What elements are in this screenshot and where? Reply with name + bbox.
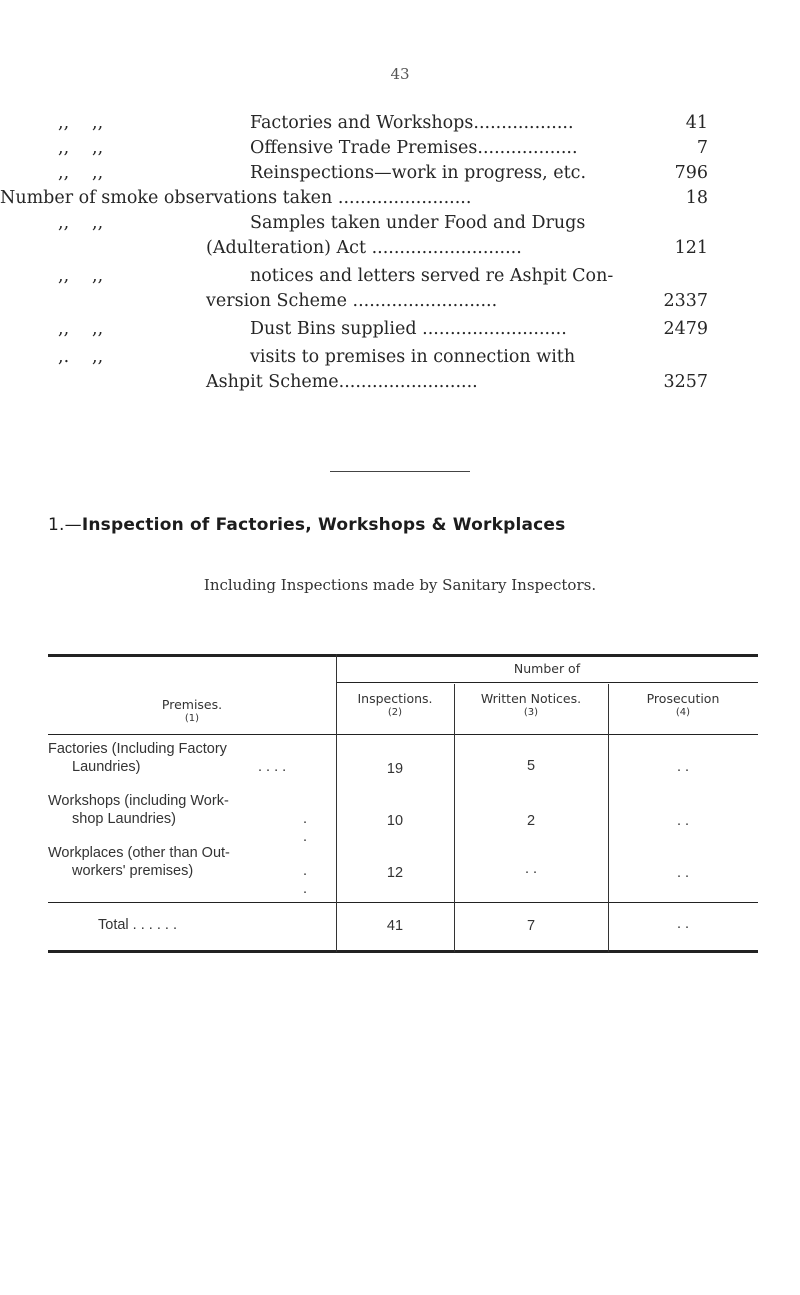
section-subtitle: Including Inspections made by Sanitary Inspectors. bbox=[203, 576, 597, 594]
column-header-number: (3) bbox=[523, 707, 539, 718]
ditto-mark: ,, bbox=[92, 319, 104, 339]
stat-line-continuation bbox=[58, 289, 708, 314]
stat-value: 121 bbox=[671, 236, 708, 261]
statistics-list bbox=[0, 111, 708, 395]
stat-line bbox=[58, 317, 708, 342]
column-header-number: (2) bbox=[387, 707, 403, 718]
cell-written-notices: 5 bbox=[526, 758, 536, 774]
stat-line bbox=[58, 264, 708, 289]
column-header bbox=[48, 698, 336, 726]
ditto-mark: ,, bbox=[58, 213, 70, 233]
stat-label: Ashpit Scheme bbox=[206, 372, 339, 392]
cell-prosecution: . . bbox=[676, 865, 690, 881]
stat-line bbox=[58, 345, 708, 370]
column-header bbox=[336, 692, 454, 720]
ditto-mark: ,, bbox=[92, 163, 104, 183]
leader-dots: ........................... bbox=[371, 238, 522, 258]
group-header: Number of bbox=[513, 661, 581, 676]
column-header-label: Inspections. bbox=[357, 691, 433, 706]
section-number: 1. bbox=[48, 515, 65, 535]
ditto-mark: ,, bbox=[92, 113, 104, 133]
stat-label: (Adulteration) Act bbox=[206, 238, 367, 258]
stat-label: version Scheme bbox=[206, 291, 347, 311]
cell-inspections: 19 bbox=[386, 761, 404, 777]
leader-dots: ......................... bbox=[338, 372, 478, 392]
stat-line bbox=[58, 211, 708, 236]
stat-value: 2337 bbox=[659, 289, 708, 314]
column-header-number: (1) bbox=[184, 713, 200, 724]
table-row-label: Workshops (including Work- shop Laundries) . . bbox=[48, 793, 308, 845]
total-top-rule bbox=[48, 902, 758, 903]
ditto-mark: ,, bbox=[58, 163, 70, 183]
ditto-mark: ,, bbox=[92, 138, 104, 158]
cell-inspections: 10 bbox=[386, 813, 404, 829]
page-number: 43 bbox=[390, 65, 410, 83]
stat-label: Reinspections—work in progress, etc. bbox=[250, 163, 587, 183]
cell-written-notices: . . bbox=[524, 861, 538, 877]
table-row-label: Factories (Including Factory Laundries) . . . . bbox=[48, 741, 287, 775]
leader-dots: ........................ bbox=[337, 188, 472, 208]
stat-value: 41 bbox=[682, 111, 708, 136]
section-heading bbox=[48, 515, 758, 535]
stat-value: 3257 bbox=[659, 370, 708, 395]
leader-dots: .......................... bbox=[352, 291, 498, 311]
header-bottom-rule bbox=[48, 734, 758, 735]
stat-value: 796 bbox=[671, 161, 708, 186]
stat-line bbox=[58, 161, 708, 186]
stat-line bbox=[58, 111, 708, 136]
total-written-notices: 7 bbox=[526, 918, 536, 934]
table-row-label: Workplaces (other than Out- workers' premises) . . bbox=[48, 845, 308, 897]
stat-label: Samples taken under Food and Drugs bbox=[250, 213, 586, 233]
stat-value: 2479 bbox=[659, 317, 708, 342]
stat-label: Dust Bins supplied bbox=[250, 319, 417, 339]
stat-line bbox=[0, 186, 708, 211]
column-header-number: (4) bbox=[675, 707, 691, 718]
stat-line-continuation bbox=[58, 236, 708, 261]
ditto-mark: ,, bbox=[58, 266, 70, 286]
stat-line bbox=[58, 136, 708, 161]
column-header-label: Prosecution bbox=[646, 691, 720, 706]
stat-label: visits to premises in connection with bbox=[250, 347, 576, 367]
table-bottom-rule bbox=[48, 950, 758, 953]
column-header bbox=[454, 692, 608, 720]
ditto-mark: ,, bbox=[92, 266, 104, 286]
ditto-mark: ,, bbox=[58, 113, 70, 133]
cell-written-notices: 2 bbox=[526, 813, 536, 829]
section-dash: — bbox=[64, 515, 82, 535]
cell-inspections: 12 bbox=[386, 865, 404, 881]
group-header-rule bbox=[336, 682, 758, 683]
leader-dots: .................. bbox=[473, 113, 574, 133]
table-top-rule bbox=[48, 654, 758, 657]
ditto-mark: ,, bbox=[58, 319, 70, 339]
ditto-mark: ,, bbox=[58, 138, 70, 158]
stat-label: notices and letters served re Ashpit Con- bbox=[250, 266, 614, 286]
stat-label: Offensive Trade Premises bbox=[250, 138, 478, 158]
leader-dots: .......................... bbox=[422, 319, 567, 339]
stat-value: 7 bbox=[693, 136, 708, 161]
stat-label: Number of smoke observations taken bbox=[0, 188, 333, 208]
cell-prosecution: . . bbox=[676, 759, 690, 775]
ditto-mark: ,, bbox=[92, 347, 104, 367]
leader-dots: .................. bbox=[477, 138, 578, 158]
cell-prosecution: . . bbox=[676, 813, 690, 829]
ditto-mark: ,, bbox=[92, 213, 104, 233]
stat-value: 18 bbox=[682, 186, 708, 211]
column-header-label: Premises. bbox=[161, 697, 223, 712]
column-header-label: Written Notices. bbox=[480, 691, 582, 706]
ditto-mark: ,. bbox=[58, 347, 70, 367]
section-title: Inspection of Factories, Workshops & Workplaces bbox=[81, 515, 566, 535]
inspection-table bbox=[48, 654, 758, 954]
total-prosecution: . . bbox=[676, 916, 690, 932]
total-inspections: 41 bbox=[386, 918, 404, 934]
stat-label: Factories and Workshops bbox=[250, 113, 474, 133]
column-header bbox=[608, 692, 758, 720]
total-label: Total . . . . . . bbox=[98, 917, 177, 933]
section-divider bbox=[330, 471, 470, 472]
stat-line-continuation bbox=[58, 370, 708, 395]
